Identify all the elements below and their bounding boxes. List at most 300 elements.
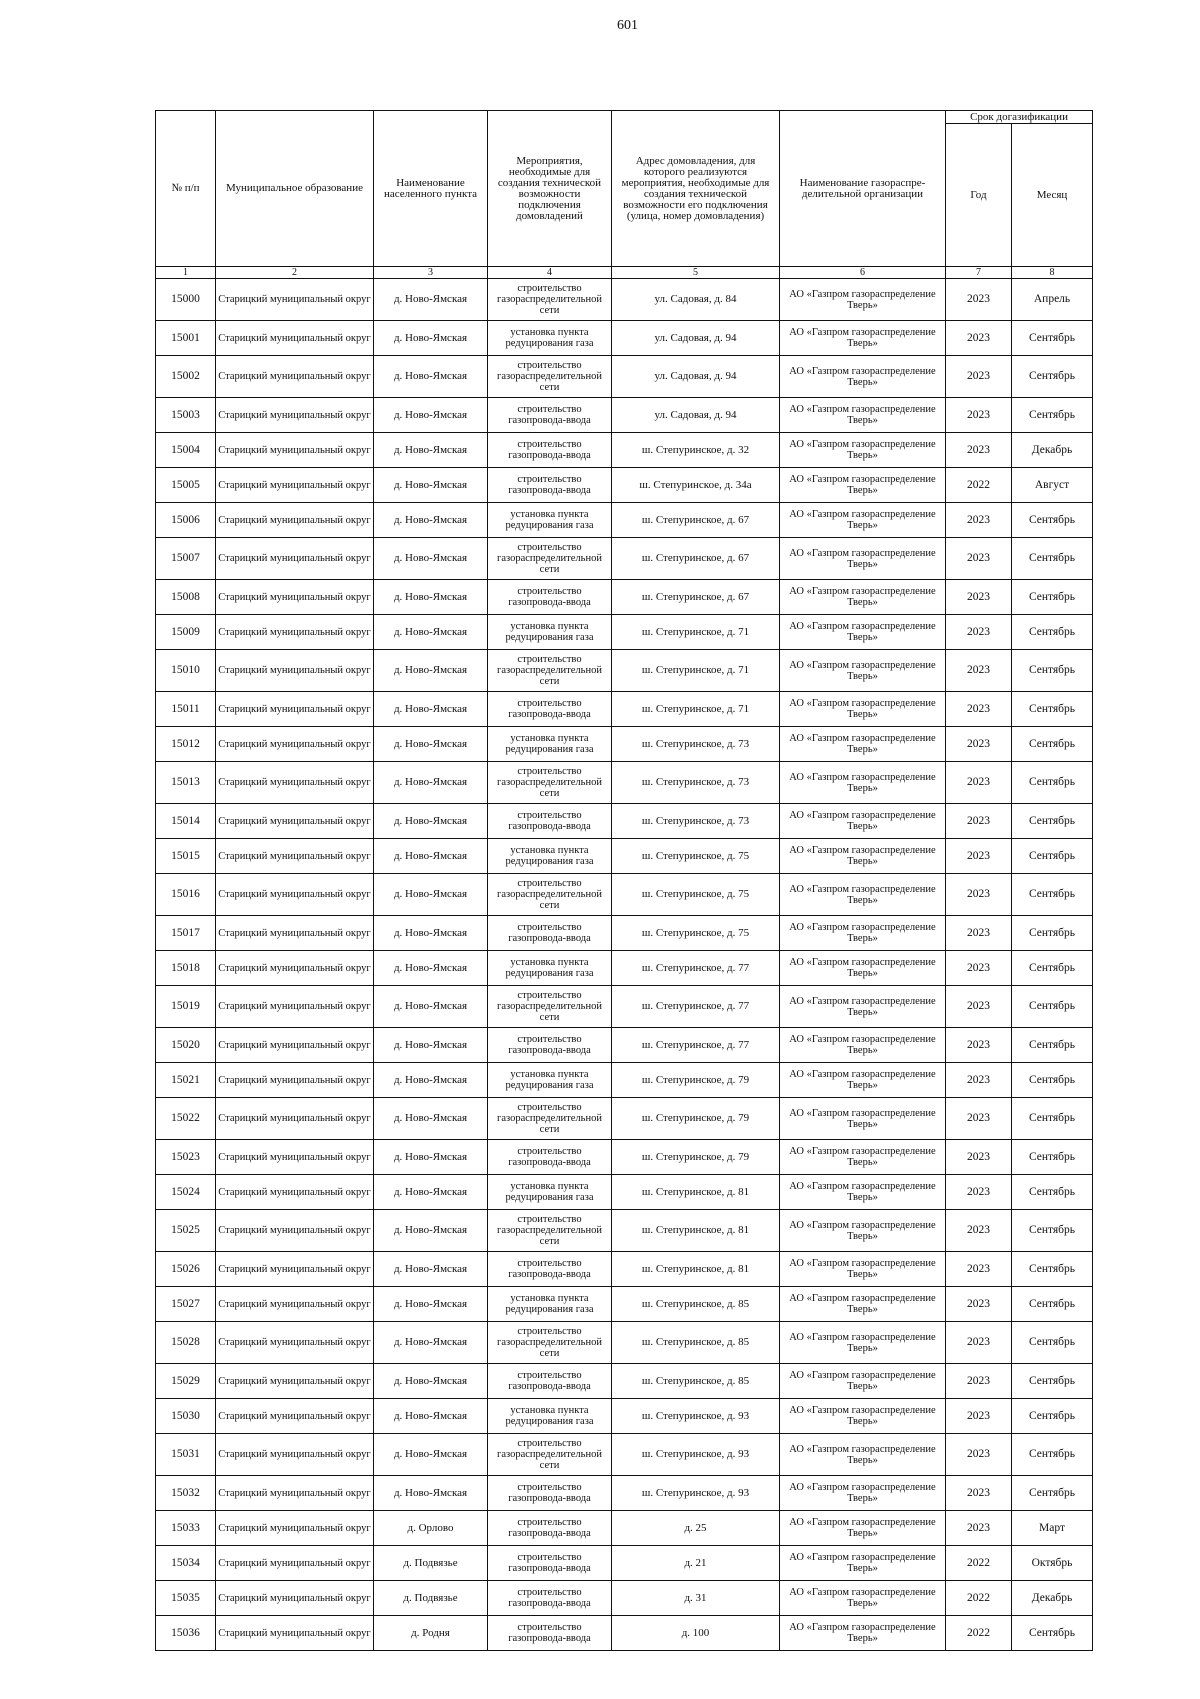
table-row [156, 692, 1093, 727]
month-cell: Сентябрь [1012, 1098, 1093, 1140]
gas-org-cell: АО «Газпром газораспределение Тверь» [780, 650, 946, 692]
table-row [156, 1063, 1093, 1098]
municipality-cell: Старицкий муниципальный округ [216, 839, 374, 874]
table-row [156, 1252, 1093, 1287]
gas-org-cell: АО «Газпром газораспределение Тверь» [780, 1252, 946, 1287]
gas-org-cell: АО «Газпром газораспределение Тверь» [780, 804, 946, 839]
gas-org-cell: АО «Газпром газораспределение Тверь» [780, 503, 946, 538]
address-cell: д. 21 [612, 1546, 780, 1581]
table-row [156, 433, 1093, 468]
address-cell: ш. Степуринское, д. 75 [612, 839, 780, 874]
year-cell: 2023 [946, 1511, 1012, 1546]
municipality-cell: Старицкий муниципальный округ [216, 804, 374, 839]
municipality-cell: Старицкий муниципальный округ [216, 356, 374, 398]
year-cell: 2023 [946, 615, 1012, 650]
table-row [156, 1476, 1093, 1511]
address-cell: ш. Степуринское, д. 85 [612, 1364, 780, 1399]
gas-org-cell: АО «Газпром газораспределение Тверь» [780, 1175, 946, 1210]
year-cell: 2023 [946, 874, 1012, 916]
year-cell: 2023 [946, 580, 1012, 615]
row-number-cell: 15019 [156, 986, 216, 1028]
address-cell: ш. Степуринское, д. 75 [612, 916, 780, 951]
gasification-table [155, 110, 1093, 1651]
table-row [156, 615, 1093, 650]
gas-org-cell: АО «Газпром газораспределение Тверь» [780, 1546, 946, 1581]
year-cell: 2023 [946, 356, 1012, 398]
measure-cell: установка пункта редуцирования газа [488, 503, 612, 538]
header-col-6: Наименование газораспре-делительной организации [780, 111, 946, 267]
table-row [156, 986, 1093, 1028]
gas-org-cell: АО «Газпром газораспределение Тверь» [780, 398, 946, 433]
month-cell: Сентябрь [1012, 839, 1093, 874]
table-row [156, 356, 1093, 398]
settlement-cell: д. Ново-Ямская [374, 1476, 488, 1511]
settlement-cell: д. Ново-Ямская [374, 1252, 488, 1287]
measure-cell: строительство газораспределительной сети [488, 356, 612, 398]
year-cell: 2022 [946, 468, 1012, 503]
year-cell: 2022 [946, 1616, 1012, 1651]
month-cell: Сентябрь [1012, 1063, 1093, 1098]
municipality-cell: Старицкий муниципальный округ [216, 1546, 374, 1581]
address-cell: ш. Степуринское, д. 81 [612, 1175, 780, 1210]
settlement-cell: д. Ново-Ямская [374, 692, 488, 727]
year-cell: 2023 [946, 1063, 1012, 1098]
year-cell: 2023 [946, 1210, 1012, 1252]
municipality-cell: Старицкий муниципальный округ [216, 1252, 374, 1287]
settlement-cell: д. Ново-Ямская [374, 1364, 488, 1399]
row-number-cell: 15013 [156, 762, 216, 804]
row-number-cell: 15025 [156, 1210, 216, 1252]
row-number-cell: 15028 [156, 1322, 216, 1364]
address-cell: д. 100 [612, 1616, 780, 1651]
settlement-cell: д. Ново-Ямская [374, 839, 488, 874]
year-cell: 2023 [946, 650, 1012, 692]
settlement-cell: д. Ново-Ямская [374, 503, 488, 538]
municipality-cell: Старицкий муниципальный округ [216, 1511, 374, 1546]
month-cell: Сентябрь [1012, 916, 1093, 951]
month-cell: Апрель [1012, 279, 1093, 321]
month-cell: Сентябрь [1012, 615, 1093, 650]
municipality-cell: Старицкий муниципальный округ [216, 1476, 374, 1511]
gas-org-cell: АО «Газпром газораспределение Тверь» [780, 1364, 946, 1399]
settlement-cell: д. Ново-Ямская [374, 1098, 488, 1140]
address-cell: ш. Степуринское, д. 79 [612, 1063, 780, 1098]
row-number-cell: 15002 [156, 356, 216, 398]
municipality-cell: Старицкий муниципальный округ [216, 1063, 374, 1098]
settlement-cell: д. Ново-Ямская [374, 1434, 488, 1476]
month-cell: Сентябрь [1012, 1399, 1093, 1434]
measure-cell: строительство газораспределительной сети [488, 1098, 612, 1140]
row-number-cell: 15021 [156, 1063, 216, 1098]
address-cell: ш. Степуринское, д. 71 [612, 650, 780, 692]
gas-org-cell: АО «Газпром газораспределение Тверь» [780, 615, 946, 650]
row-number-cell: 15007 [156, 538, 216, 580]
month-cell: Сентябрь [1012, 1210, 1093, 1252]
row-number-cell: 15012 [156, 727, 216, 762]
measure-cell: строительство газопровода-ввода [488, 1511, 612, 1546]
table-row [156, 538, 1093, 580]
measure-cell: установка пункта редуцирования газа [488, 951, 612, 986]
month-cell: Сентябрь [1012, 1140, 1093, 1175]
table-row [156, 1028, 1093, 1063]
municipality-cell: Старицкий муниципальный округ [216, 1140, 374, 1175]
gas-org-cell: АО «Газпром газораспределение Тверь» [780, 839, 946, 874]
gas-org-cell: АО «Газпром газораспределение Тверь» [780, 874, 946, 916]
table-row [156, 874, 1093, 916]
municipality-cell: Старицкий муниципальный округ [216, 279, 374, 321]
address-cell: ш. Степуринское, д. 75 [612, 874, 780, 916]
address-cell: ш. Степуринское, д. 85 [612, 1287, 780, 1322]
header-col-5: Адрес домовладения, для которого реализуются мероприятия, необходимые для создания технической возможности его подключения (улица, номер домовладения) [612, 111, 780, 267]
address-cell: ш. Степуринское, д. 67 [612, 580, 780, 615]
settlement-cell: д. Ново-Ямская [374, 580, 488, 615]
measure-cell: строительство газопровода-ввода [488, 1028, 612, 1063]
year-cell: 2023 [946, 1364, 1012, 1399]
address-cell: ш. Степуринское, д. 81 [612, 1252, 780, 1287]
row-number-cell: 15018 [156, 951, 216, 986]
table-row [156, 1322, 1093, 1364]
gas-org-cell: АО «Газпром газораспределение Тверь» [780, 1511, 946, 1546]
address-cell: ш. Степуринское, д. 67 [612, 503, 780, 538]
municipality-cell: Старицкий муниципальный округ [216, 1028, 374, 1063]
municipality-cell: Старицкий муниципальный округ [216, 692, 374, 727]
gas-org-cell: АО «Газпром газораспределение Тверь» [780, 468, 946, 503]
municipality-cell: Старицкий муниципальный округ [216, 1581, 374, 1616]
month-cell: Октябрь [1012, 1546, 1093, 1581]
address-cell: ул. Садовая, д. 94 [612, 356, 780, 398]
month-cell: Сентябрь [1012, 1175, 1093, 1210]
table-row [156, 839, 1093, 874]
municipality-cell: Старицкий муниципальный округ [216, 916, 374, 951]
month-cell: Сентябрь [1012, 1434, 1093, 1476]
settlement-cell: д. Ново-Ямская [374, 1210, 488, 1252]
year-cell: 2023 [946, 1322, 1012, 1364]
row-number-cell: 15017 [156, 916, 216, 951]
row-number-cell: 15005 [156, 468, 216, 503]
measure-cell: строительство газопровода-ввода [488, 468, 612, 503]
year-cell: 2023 [946, 398, 1012, 433]
row-number-cell: 15020 [156, 1028, 216, 1063]
measure-cell: установка пункта редуцирования газа [488, 1287, 612, 1322]
measure-cell: установка пункта редуцирования газа [488, 1063, 612, 1098]
settlement-cell: д. Родня [374, 1616, 488, 1651]
municipality-cell: Старицкий муниципальный округ [216, 762, 374, 804]
address-cell: ш. Степуринское, д. 81 [612, 1210, 780, 1252]
month-cell: Сентябрь [1012, 1364, 1093, 1399]
table-row [156, 1140, 1093, 1175]
header-col-1: № п/п [156, 111, 216, 267]
measure-cell: строительство газопровода-ввода [488, 916, 612, 951]
address-cell: ш. Степуринское, д. 79 [612, 1098, 780, 1140]
address-cell: ш. Степуринское, д. 93 [612, 1476, 780, 1511]
month-cell: Сентябрь [1012, 986, 1093, 1028]
table-row [156, 727, 1093, 762]
header-number-4: 4 [488, 267, 612, 279]
table-row [156, 762, 1093, 804]
month-cell: Декабрь [1012, 433, 1093, 468]
table-row [156, 951, 1093, 986]
settlement-cell: д. Ново-Ямская [374, 1140, 488, 1175]
table-row [156, 1616, 1093, 1651]
year-cell: 2023 [946, 1140, 1012, 1175]
measure-cell: строительство газопровода-ввода [488, 1252, 612, 1287]
month-cell: Март [1012, 1511, 1093, 1546]
gas-org-cell: АО «Газпром газораспределение Тверь» [780, 1322, 946, 1364]
row-number-cell: 15027 [156, 1287, 216, 1322]
gas-org-cell: АО «Газпром газораспределение Тверь» [780, 538, 946, 580]
address-cell: ш. Степуринское, д. 79 [612, 1140, 780, 1175]
settlement-cell: д. Ново-Ямская [374, 874, 488, 916]
measure-cell: строительство газопровода-ввода [488, 804, 612, 839]
year-cell: 2023 [946, 839, 1012, 874]
header-col-8: Месяц [1012, 124, 1093, 267]
gas-org-cell: АО «Газпром газораспределение Тверь» [780, 727, 946, 762]
year-cell: 2023 [946, 1399, 1012, 1434]
month-cell: Сентябрь [1012, 804, 1093, 839]
header-number-5: 5 [612, 267, 780, 279]
row-number-cell: 15033 [156, 1511, 216, 1546]
measure-cell: строительство газораспределительной сети [488, 986, 612, 1028]
measure-cell: строительство газопровода-ввода [488, 433, 612, 468]
year-cell: 2023 [946, 1287, 1012, 1322]
measure-cell: установка пункта редуцирования газа [488, 727, 612, 762]
municipality-cell: Старицкий муниципальный округ [216, 874, 374, 916]
row-number-cell: 15010 [156, 650, 216, 692]
settlement-cell: д. Ново-Ямская [374, 321, 488, 356]
measure-cell: строительство газораспределительной сети [488, 538, 612, 580]
settlement-cell: д. Ново-Ямская [374, 468, 488, 503]
row-number-cell: 15023 [156, 1140, 216, 1175]
year-cell: 2023 [946, 804, 1012, 839]
month-cell: Сентябрь [1012, 356, 1093, 398]
settlement-cell: д. Ново-Ямская [374, 1175, 488, 1210]
row-number-cell: 15034 [156, 1546, 216, 1581]
month-cell: Сентябрь [1012, 874, 1093, 916]
municipality-cell: Старицкий муниципальный округ [216, 1399, 374, 1434]
table-row [156, 1364, 1093, 1399]
table-header [156, 111, 1093, 279]
gas-org-cell: АО «Газпром газораспределение Тверь» [780, 762, 946, 804]
settlement-cell: д. Ново-Ямская [374, 1322, 488, 1364]
table-row [156, 1287, 1093, 1322]
row-number-cell: 15009 [156, 615, 216, 650]
year-cell: 2023 [946, 1028, 1012, 1063]
measure-cell: строительство газопровода-ввода [488, 1140, 612, 1175]
row-number-cell: 15031 [156, 1434, 216, 1476]
municipality-cell: Старицкий муниципальный округ [216, 433, 374, 468]
gas-org-cell: АО «Газпром газораспределение Тверь» [780, 1063, 946, 1098]
settlement-cell: д. Ново-Ямская [374, 1028, 488, 1063]
municipality-cell: Старицкий муниципальный округ [216, 986, 374, 1028]
row-number-cell: 15022 [156, 1098, 216, 1140]
gas-org-cell: АО «Газпром газораспределение Тверь» [780, 1476, 946, 1511]
settlement-cell: д. Подвязье [374, 1546, 488, 1581]
table-row [156, 804, 1093, 839]
measure-cell: установка пункта редуцирования газа [488, 615, 612, 650]
measure-cell: установка пункта редуцирования газа [488, 1175, 612, 1210]
page-number: 601 [617, 18, 638, 33]
address-cell: ул. Садовая, д. 94 [612, 398, 780, 433]
municipality-cell: Старицкий муниципальный округ [216, 1434, 374, 1476]
gas-org-cell: АО «Газпром газораспределение Тверь» [780, 1098, 946, 1140]
table-row [156, 1098, 1093, 1140]
month-cell: Сентябрь [1012, 1322, 1093, 1364]
year-cell: 2023 [946, 1175, 1012, 1210]
month-cell: Сентябрь [1012, 1616, 1093, 1651]
address-cell: ш. Степуринское, д. 77 [612, 986, 780, 1028]
measure-cell: установка пункта редуцирования газа [488, 321, 612, 356]
municipality-cell: Старицкий муниципальный округ [216, 321, 374, 356]
address-cell: ш. Степуринское, д. 93 [612, 1434, 780, 1476]
month-cell: Сентябрь [1012, 321, 1093, 356]
measure-cell: установка пункта редуцирования газа [488, 1399, 612, 1434]
year-cell: 2023 [946, 916, 1012, 951]
address-cell: ш. Степуринское, д. 32 [612, 433, 780, 468]
table-row [156, 321, 1093, 356]
header-column-numbers [156, 267, 1093, 279]
municipality-cell: Старицкий муниципальный округ [216, 1210, 374, 1252]
row-number-cell: 15026 [156, 1252, 216, 1287]
month-cell: Сентябрь [1012, 1252, 1093, 1287]
gas-org-cell: АО «Газпром газораспределение Тверь» [780, 433, 946, 468]
municipality-cell: Старицкий муниципальный округ [216, 580, 374, 615]
row-number-cell: 15036 [156, 1616, 216, 1651]
row-number-cell: 15015 [156, 839, 216, 874]
row-number-cell: 15003 [156, 398, 216, 433]
measure-cell: строительство газораспределительной сети [488, 874, 612, 916]
table-row [156, 1581, 1093, 1616]
settlement-cell: д. Ново-Ямская [374, 279, 488, 321]
measure-cell: строительство газораспределительной сети [488, 762, 612, 804]
row-number-cell: 15035 [156, 1581, 216, 1616]
month-cell: Сентябрь [1012, 398, 1093, 433]
header-number-3: 3 [374, 267, 488, 279]
measure-cell: строительство газораспределительной сети [488, 1434, 612, 1476]
year-cell: 2023 [946, 727, 1012, 762]
header-number-7: 7 [946, 267, 1012, 279]
address-cell: ул. Садовая, д. 84 [612, 279, 780, 321]
address-cell: ш. Степуринское, д. 77 [612, 951, 780, 986]
settlement-cell: д. Ново-Ямская [374, 398, 488, 433]
measure-cell: установка пункта редуцирования газа [488, 839, 612, 874]
table-row [156, 279, 1093, 321]
settlement-cell: д. Ново-Ямская [374, 433, 488, 468]
settlement-cell: д. Орлово [374, 1511, 488, 1546]
measure-cell: строительство газопровода-ввода [488, 1616, 612, 1651]
settlement-cell: д. Ново-Ямская [374, 538, 488, 580]
settlement-cell: д. Ново-Ямская [374, 615, 488, 650]
month-cell: Август [1012, 468, 1093, 503]
address-cell: ш. Степуринское, д. 93 [612, 1399, 780, 1434]
row-number-cell: 15029 [156, 1364, 216, 1399]
gas-org-cell: АО «Газпром газораспределение Тверь» [780, 1616, 946, 1651]
table-row [156, 1210, 1093, 1252]
municipality-cell: Старицкий муниципальный округ [216, 468, 374, 503]
table-body [156, 279, 1093, 1651]
year-cell: 2022 [946, 1581, 1012, 1616]
table-row [156, 503, 1093, 538]
year-cell: 2022 [946, 1546, 1012, 1581]
settlement-cell: д. Ново-Ямская [374, 804, 488, 839]
municipality-cell: Старицкий муниципальный округ [216, 1322, 374, 1364]
month-cell: Сентябрь [1012, 580, 1093, 615]
row-number-cell: 15016 [156, 874, 216, 916]
year-cell: 2023 [946, 279, 1012, 321]
month-cell: Сентябрь [1012, 650, 1093, 692]
municipality-cell: Старицкий муниципальный округ [216, 615, 374, 650]
municipality-cell: Старицкий муниципальный округ [216, 727, 374, 762]
measure-cell: строительство газопровода-ввода [488, 580, 612, 615]
gas-org-cell: АО «Газпром газораспределение Тверь» [780, 1287, 946, 1322]
month-cell: Сентябрь [1012, 1028, 1093, 1063]
header-col-7: Год [946, 124, 1012, 267]
address-cell: ш. Степуринское, д. 67 [612, 538, 780, 580]
header-group-deadline: Срок догазификации [946, 111, 1093, 124]
municipality-cell: Старицкий муниципальный округ [216, 1287, 374, 1322]
settlement-cell: д. Подвязье [374, 1581, 488, 1616]
address-cell: ш. Степуринское, д. 34а [612, 468, 780, 503]
gas-org-cell: АО «Газпром газораспределение Тверь» [780, 1028, 946, 1063]
year-cell: 2023 [946, 1252, 1012, 1287]
table-row [156, 468, 1093, 503]
year-cell: 2023 [946, 538, 1012, 580]
gas-org-cell: АО «Газпром газораспределение Тверь» [780, 986, 946, 1028]
table-row [156, 1399, 1093, 1434]
settlement-cell: д. Ново-Ямская [374, 1063, 488, 1098]
table-row [156, 916, 1093, 951]
table-row [156, 1434, 1093, 1476]
measure-cell: строительство газопровода-ввода [488, 398, 612, 433]
year-cell: 2023 [946, 692, 1012, 727]
settlement-cell: д. Ново-Ямская [374, 916, 488, 951]
municipality-cell: Старицкий муниципальный округ [216, 650, 374, 692]
row-number-cell: 15004 [156, 433, 216, 468]
measure-cell: строительство газопровода-ввода [488, 692, 612, 727]
month-cell: Сентябрь [1012, 692, 1093, 727]
settlement-cell: д. Ново-Ямская [374, 1287, 488, 1322]
month-cell: Декабрь [1012, 1581, 1093, 1616]
row-number-cell: 15032 [156, 1476, 216, 1511]
address-cell: ш. Степуринское, д. 71 [612, 692, 780, 727]
gas-org-cell: АО «Газпром газораспределение Тверь» [780, 1434, 946, 1476]
month-cell: Сентябрь [1012, 951, 1093, 986]
address-cell: ш. Степуринское, д. 77 [612, 1028, 780, 1063]
header-number-2: 2 [216, 267, 374, 279]
settlement-cell: д. Ново-Ямская [374, 727, 488, 762]
month-cell: Сентябрь [1012, 727, 1093, 762]
settlement-cell: д. Ново-Ямская [374, 356, 488, 398]
gas-org-cell: АО «Газпром газораспределение Тверь» [780, 916, 946, 951]
row-number-cell: 15006 [156, 503, 216, 538]
month-cell: Сентябрь [1012, 1476, 1093, 1511]
year-cell: 2023 [946, 433, 1012, 468]
year-cell: 2023 [946, 762, 1012, 804]
measure-cell: строительство газораспределительной сети [488, 650, 612, 692]
table-row [156, 650, 1093, 692]
measure-cell: строительство газопровода-ввода [488, 1476, 612, 1511]
settlement-cell: д. Ново-Ямская [374, 762, 488, 804]
table-row [156, 398, 1093, 433]
row-number-cell: 15014 [156, 804, 216, 839]
settlement-cell: д. Ново-Ямская [374, 951, 488, 986]
settlement-cell: д. Ново-Ямская [374, 986, 488, 1028]
measure-cell: строительство газораспределительной сети [488, 1210, 612, 1252]
row-number-cell: 15001 [156, 321, 216, 356]
header-col-3: Наименование населенного пункта [374, 111, 488, 267]
table-row [156, 1546, 1093, 1581]
municipality-cell: Старицкий муниципальный округ [216, 538, 374, 580]
gas-org-cell: АО «Газпром газораспределение Тверь» [780, 1581, 946, 1616]
